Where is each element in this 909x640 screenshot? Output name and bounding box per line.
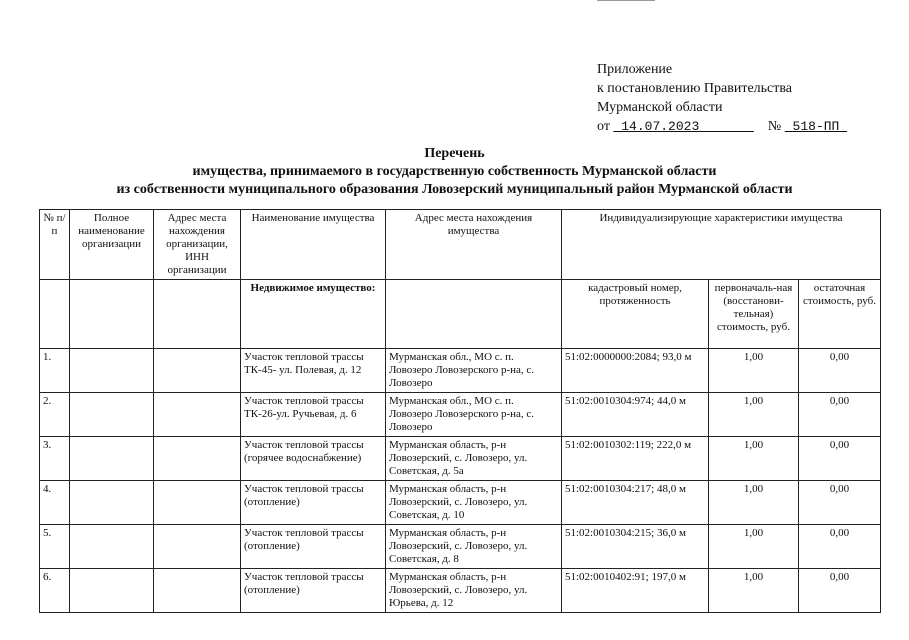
annex-block [597, 60, 847, 136]
row-number: 6. [40, 569, 70, 613]
row-property-name: Участок тепловой трассы (отопление) [241, 525, 386, 569]
annex-number: 518-ПП [792, 119, 840, 134]
table-row [40, 569, 881, 613]
row-property-address: Мурманская обл., МО с. п. Ловозеро Ловозерского р-на, с. Ловозеро [386, 393, 562, 437]
row-cadastral: 51:02:0010304:974; 44,0 м [562, 393, 709, 437]
row-initial-cost: 1,00 [709, 437, 799, 481]
row-residual-cost: 0,00 [799, 393, 881, 437]
title-line-3: из собственности муниципального образования Ловозерский муниципальный район Мурманской области [116, 182, 793, 197]
header-org-name: Полное наименование организации [70, 210, 154, 280]
row-number: 1. [40, 349, 70, 393]
row-residual-cost: 0,00 [799, 481, 881, 525]
annex-date: 14.07.2023 [621, 119, 700, 134]
title-line-2: имущества, принимаемого в государственную собственность Мурманской области [192, 164, 717, 179]
table-row [40, 525, 881, 569]
header-org-address: Адрес места нахождения организации, ИНН организации [154, 210, 241, 280]
row-cadastral: 51:02:0010402:91; 197,0 м [562, 569, 709, 613]
top-rule [597, 0, 655, 1]
row-residual-cost: 0,00 [799, 437, 881, 481]
row-property-address: Мурманская обл., МО с. п. Ловозеро Ловозерского р-на, с. Ловозеро [386, 349, 562, 393]
header-row [40, 210, 881, 280]
header-property-name: Наименование имущества [241, 210, 386, 280]
row-cadastral: 51:02:0010304:215; 36,0 м [562, 525, 709, 569]
row-property-address: Мурманская область, р-н Ловозерский, с. Ловозеро, ул. Юрьева, д. 12 [386, 569, 562, 613]
row-initial-cost: 1,00 [709, 481, 799, 525]
row-number: 4. [40, 481, 70, 525]
table-row [40, 481, 881, 525]
annex-number-label: № [767, 119, 782, 134]
row-initial-cost: 1,00 [709, 349, 799, 393]
subheader-row [40, 280, 881, 349]
annex-line-2: к постановлению Правительства [597, 81, 793, 96]
document-title [0, 145, 909, 199]
row-initial-cost: 1,00 [709, 569, 799, 613]
row-property-name: Участок тепловой трассы (горячее водоснабжение) [241, 437, 386, 481]
table-row [40, 437, 881, 481]
header-property-address: Адрес места нахождения имущества [386, 210, 562, 280]
row-initial-cost: 1,00 [709, 393, 799, 437]
subheader-initial-cost: первоначаль-ная (восстанови-тельная) стоимость, руб. [709, 280, 799, 349]
row-number: 2. [40, 393, 70, 437]
title-line-1: Перечень [424, 146, 485, 161]
row-residual-cost: 0,00 [799, 569, 881, 613]
row-cadastral: 51:02:0000000:2084; 93,0 м [562, 349, 709, 393]
row-property-name: Участок тепловой трассы (отопление) [241, 569, 386, 613]
row-cadastral: 51:02:0010304:217; 48,0 м [562, 481, 709, 525]
annex-date-line [597, 117, 847, 136]
row-residual-cost: 0,00 [799, 525, 881, 569]
row-property-name: Участок тепловой трассы (отопление) [241, 481, 386, 525]
row-cadastral: 51:02:0010302:119; 222,0 м [562, 437, 709, 481]
header-num: № п/п [40, 210, 70, 280]
table-row [40, 393, 881, 437]
annex-line-3: Мурманской области [597, 100, 723, 115]
subheader-property-type: Недвижимое имущество: [241, 280, 386, 349]
row-property-address: Мурманская область, р-н Ловозерский, с. Ловозеро, ул. Советская, д. 10 [386, 481, 562, 525]
row-property-address: Мурманская область, р-н Ловозерский, с. Ловозеро, ул. Советская, д. 5а [386, 437, 562, 481]
row-number: 3. [40, 437, 70, 481]
row-property-name: Участок тепловой трассы ТК-26-ул. Ручьевая, д. 6 [241, 393, 386, 437]
annex-line-1: Приложение [597, 62, 673, 77]
subheader-residual-cost: остаточная стоимость, руб. [799, 280, 881, 349]
table-row [40, 349, 881, 393]
subheader-cadastral: кадастровый номер, протяженность [562, 280, 709, 349]
annex-from-label: от [597, 119, 610, 134]
row-property-name: Участок тепловой трассы ТК-45- ул. Полевая, д. 12 [241, 349, 386, 393]
row-property-address: Мурманская область, р-н Ловозерский, с. Ловозеро, ул. Советская, д. 8 [386, 525, 562, 569]
header-characteristics: Индивидуализирующие характеристики имущества [562, 210, 881, 280]
property-table [39, 209, 881, 613]
row-number: 5. [40, 525, 70, 569]
row-residual-cost: 0,00 [799, 349, 881, 393]
row-initial-cost: 1,00 [709, 525, 799, 569]
